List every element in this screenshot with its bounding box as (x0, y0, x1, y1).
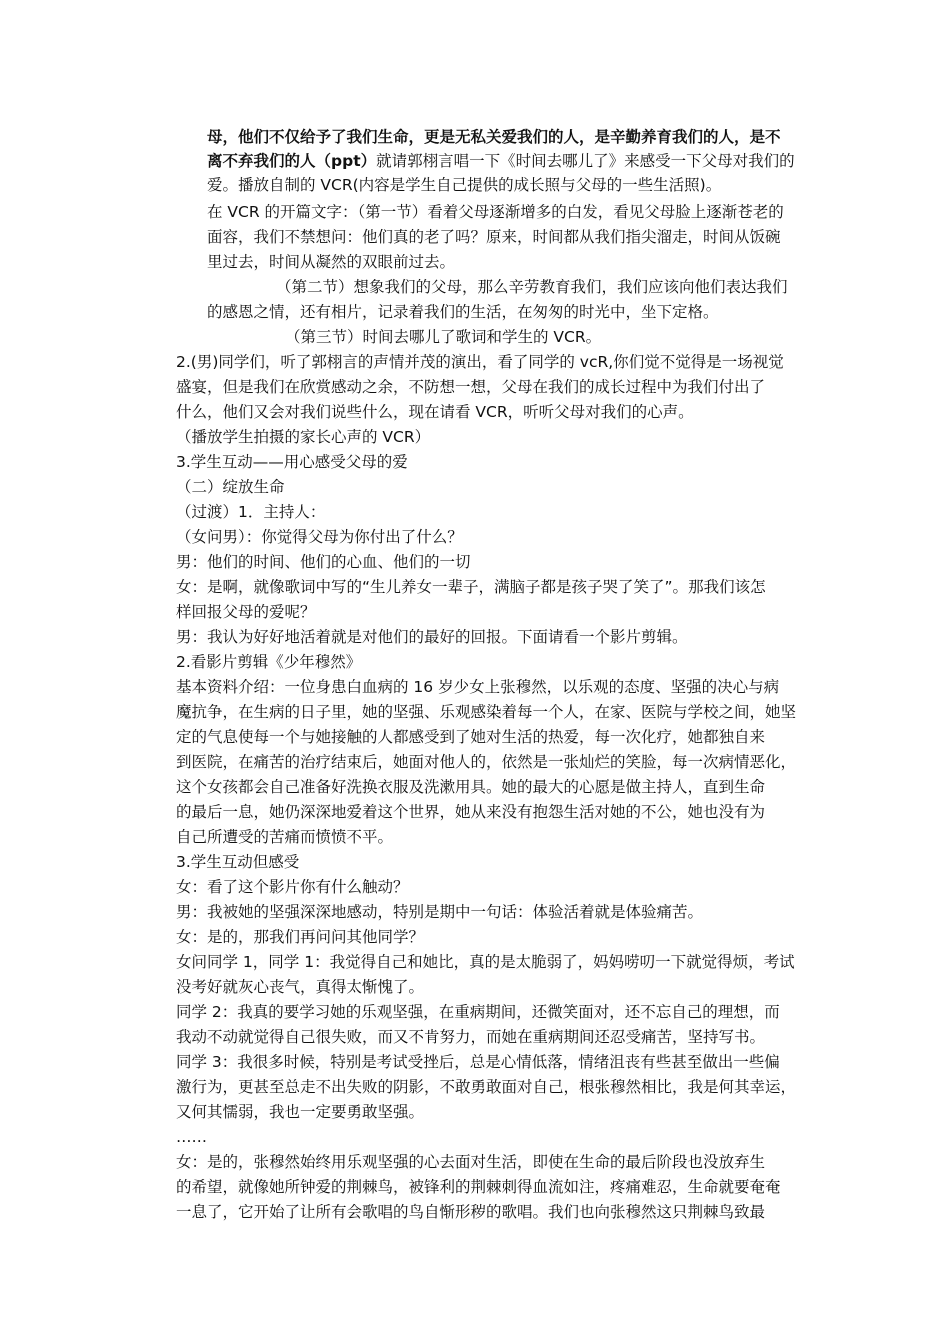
paragraph-line: 的感恩之情，还有相片，记录着我们的生活，在匆匆的时光中，坐下定格。 (207, 303, 719, 321)
paragraph-line: 2.(男)同学们，听了郭栩言的声情并茂的演出，看了同学的 vcR,你们觉不觉得是一场视觉 (176, 353, 784, 371)
paragraph-line: （第二节）想象我们的父母，那么辛劳教育我们，我们应该向他们表达我们 (276, 278, 788, 296)
paragraph-line: 同学 3：我很多时候，特别是考试受挫后，总是心情低落，情绪沮丧有些甚至做出一些偏 (176, 1053, 780, 1071)
paragraph-line: 男：我被她的坚强深深地感动，特别是期中一句话：体验活着就是体验痛苦。 (176, 903, 704, 921)
paragraph-line: 女：是啊，就像歌词中写的“生儿养女一辈子，满脑子都是孩子哭了笑了”。那我们该怎 (176, 578, 766, 596)
paragraph-line: 魔抗争，在生病的日子里，她的坚强、乐观感染着每一个人，在家、医院与学校之间，她坚 (176, 703, 797, 721)
ellipsis-line: …… (176, 1128, 207, 1146)
paragraph-line: 3.学生互动——用心感受父母的爱 (176, 453, 408, 471)
paragraph-line: 样回报父母的爱呢？ (176, 603, 316, 621)
paragraph-line: 在 VCR 的开篇文字：（第一节）看着父母逐渐增多的白发，看见父母脸上逐渐苍老的 (207, 203, 784, 221)
paragraph-line: 同学 2：我真的要学习她的乐观坚强，在重病期间，还微笑面对，还不忘自己的理想，而 (176, 1003, 780, 1021)
paragraph-line: 盛宴，但是我们在欣赏感动之余，不防想一想，父母在我们的成长过程中为我们付出了 (176, 378, 766, 396)
paragraph-line: 的希望，就像她所钟爱的荆棘鸟，被锋利的荆棘刺得血流如注，疼痛难忍，生命就要奄奄 (176, 1178, 781, 1196)
bold-text: 离不弃我们的人（ppt） (207, 152, 377, 170)
paragraph-line: 女：看了这个影片你有什么触动？ (176, 878, 409, 896)
paragraph-line: 女问同学 1，同学 1：我觉得自己和她比，真的是太脆弱了，妈妈唠叨一下就觉得烦，考试 (176, 953, 795, 971)
paragraph-line: （第三节）时间去哪儿了歌词和学生的 VCR。 (285, 328, 602, 346)
paragraph-line: 这个女孩都会自己准备好洗换衣服及洗漱用具。她的最大的心愿是做主持人，直到生命 (176, 778, 766, 796)
paragraph-line: 没考好就灰心丧气，真得太惭愧了。 (176, 978, 425, 996)
paragraph-line: （播放学生拍摄的家长心声的 VCR） (176, 428, 431, 446)
line-text: 就请郭栩言唱一下《时间去哪儿了》来感受一下父母对我们的 (376, 152, 795, 170)
paragraph-line: 里过去，时间从凝然的双眼前过去。 (207, 253, 456, 271)
paragraph-line: 激行为，更甚至总走不出失败的阴影，不敢勇敢面对自己，根张穆然相比，我是何其幸运， (176, 1078, 797, 1096)
paragraph-line: 3.学生互动但感受 (176, 853, 300, 871)
paragraph-line: （二）绽放生命 (176, 478, 285, 496)
paragraph-line: 男：他们的时间、他们的心血、他们的一切 (176, 553, 471, 571)
bold-text: 母，他们不仅给予了我们生命，更是无私关爱我们的人，是辛勤养育我们的人，是不 (207, 128, 781, 146)
paragraph-line: 爱。播放自制的 VCR(内容是学生自己提供的成长照与父母的一些生活照)。 (207, 176, 722, 194)
paragraph-line: 女：是的，那我们再问问其他同学？ (176, 928, 425, 946)
paragraph-line (207, 125, 781, 149)
paragraph-line: 基本资料介绍：一位身患白血病的 16 岁少女上张穆然，以乐观的态度、坚强的决心与病 (176, 678, 780, 696)
paragraph-line: 什么，他们又会对我们说些什么，现在请看 VCR，听听父母对我们的心声。 (176, 403, 694, 421)
paragraph-line: （过渡）1．主持人： (176, 503, 326, 521)
paragraph-line: （女问男）：你觉得父母为你付出了什么？ (176, 528, 463, 546)
paragraph-line: 男：我认为好好地活着就是对他们的最好的回报。下面请看一个影片剪辑。 (176, 628, 688, 646)
paragraph-line: 2.看影片剪辑《少年穆然》 (176, 653, 362, 671)
paragraph-line: 面容，我们不禁想问：他们真的老了吗？原来，时间都从我们指尖溜走，时间从饭碗 (207, 228, 781, 246)
paragraph-line: 我动不动就觉得自己很失败，而又不肯努力，而她在重病期间还忍受痛苦，坚持写书。 (176, 1028, 766, 1046)
paragraph-line: 又何其懦弱，我也一定要勇敢坚强。 (176, 1103, 425, 1121)
paragraph-line: 女：是的，张穆然始终用乐观坚强的心去面对生活，即使在生命的最后阶段也没放弃生 (176, 1153, 766, 1171)
paragraph-line: 到医院，在痛苦的治疗结束后，她面对他人的，依然是一张灿烂的笑脸，每一次病情恶化， (176, 753, 797, 771)
paragraph-line (207, 149, 795, 173)
paragraph-line: 的最后一息，她仍深深地爱着这个世界，她从来没有抱怨生活对她的不公，她也没有为 (176, 803, 766, 821)
paragraph-line: 自己所遭受的苦痛而愤愤不平。 (176, 828, 394, 846)
paragraph-line: 定的气息使每一个与她接触的人都感受到了她对生活的热爱，每一次化疗，她都独自来 (176, 728, 766, 746)
paragraph-line: 一息了，它开始了让所有会歌唱的鸟自惭形秽的歌唱。我们也向张穆然这只荆棘鸟致最 (176, 1203, 766, 1221)
